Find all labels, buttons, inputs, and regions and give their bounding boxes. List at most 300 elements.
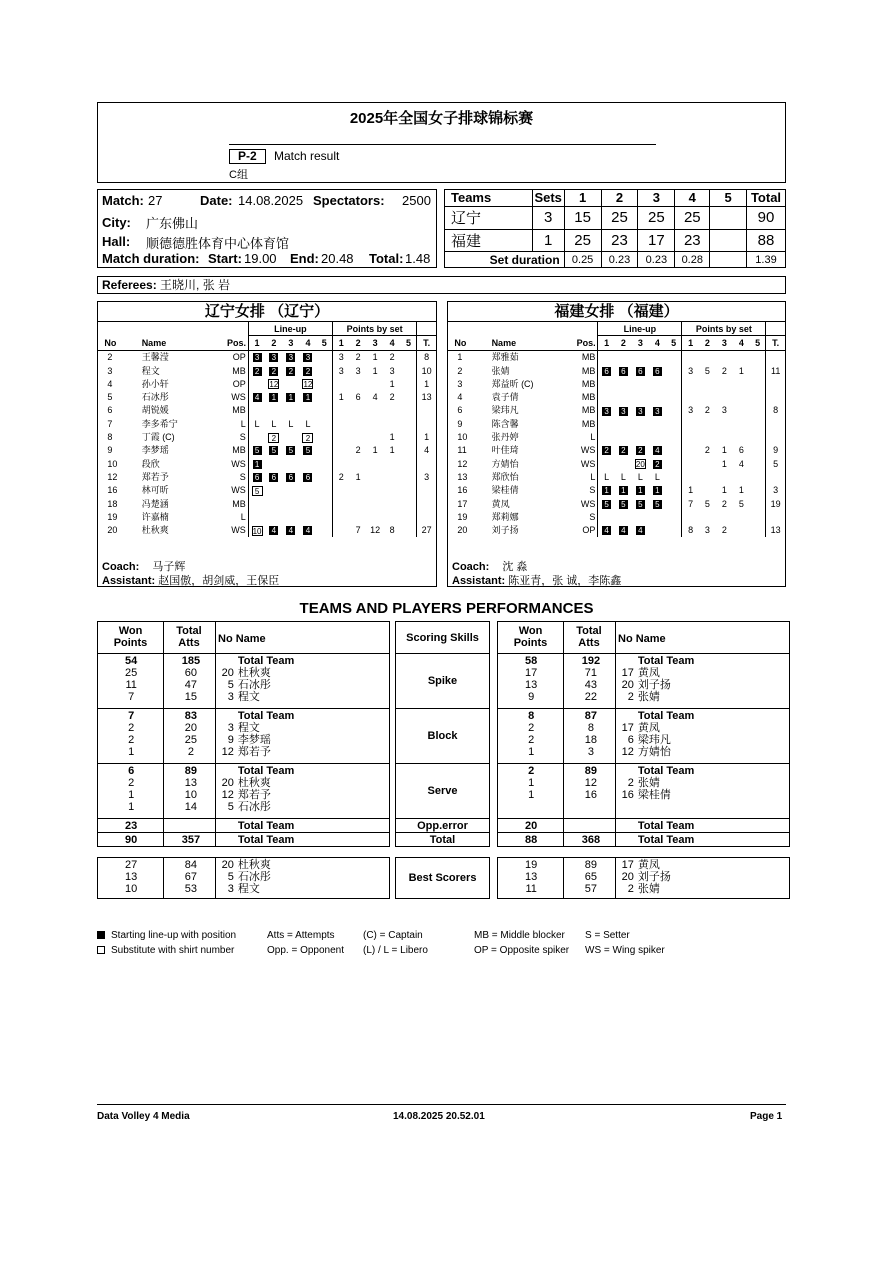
won-points: 1 — [128, 746, 135, 758]
won-points: 88 — [525, 834, 538, 846]
player-row — [448, 404, 785, 417]
lineup-cell — [598, 377, 615, 390]
starting-position-box: 2 — [303, 367, 312, 376]
assistant-label: Assistant: — [102, 575, 156, 587]
lineup-cell — [598, 390, 615, 403]
lineup-cell — [649, 377, 666, 390]
lineup-cell — [649, 350, 666, 364]
set-points — [367, 470, 384, 483]
player-number: 6 — [627, 734, 634, 746]
player-number: 12 — [221, 746, 234, 758]
set-points: 1 — [389, 445, 395, 456]
won-points: 8 — [528, 710, 535, 722]
player-number: 20 — [221, 777, 234, 789]
player-total — [766, 377, 785, 390]
player-number: 3 — [457, 378, 463, 389]
lineup-cell — [666, 497, 682, 510]
player-name: Total Team — [637, 820, 695, 832]
performance-row — [498, 655, 789, 667]
player-position: MB — [581, 352, 596, 363]
set-points — [750, 523, 766, 536]
player-position: S — [589, 485, 596, 496]
set-points — [401, 377, 417, 390]
player-number — [217, 655, 235, 667]
lineup-cell — [316, 390, 332, 403]
player-number: 2 — [627, 883, 634, 895]
lineup-cell — [615, 523, 632, 536]
set-points — [750, 377, 766, 390]
set-points — [750, 484, 766, 497]
lineup-cell — [316, 523, 332, 536]
starting-position-box: 4 — [636, 526, 645, 535]
set-points — [384, 484, 401, 497]
lineup-cell — [632, 470, 649, 483]
legend — [97, 930, 797, 960]
lineup-cell — [248, 523, 265, 536]
performance-row — [498, 834, 789, 846]
starting-position-box: 3 — [636, 407, 645, 416]
player-row — [448, 364, 785, 377]
col-points-set: 5 — [401, 336, 417, 350]
player-position: WS — [231, 485, 246, 496]
player-number — [217, 765, 235, 777]
lineup-cell — [316, 444, 332, 457]
player-row — [448, 350, 785, 364]
won-points: 10 — [125, 883, 138, 895]
lineup-header: Line-up — [598, 322, 682, 336]
starting-position-box: 3 — [269, 353, 278, 362]
player-row — [448, 444, 785, 457]
set-points — [333, 523, 350, 536]
spacer — [104, 322, 248, 336]
total-attempts: 83 — [184, 710, 198, 722]
set-score: 15 — [564, 206, 601, 229]
set-points — [733, 377, 750, 390]
performance-row — [98, 883, 389, 895]
set-points — [367, 510, 384, 523]
set-score: 25 — [675, 206, 710, 229]
lineup-cell — [265, 457, 282, 470]
starting-position-box: 2 — [286, 367, 295, 376]
lineup-cell — [265, 350, 282, 364]
player-name: 刘子扬 — [637, 871, 671, 883]
set-points — [401, 470, 417, 483]
roster-column-header — [448, 336, 785, 350]
report-code: P-2 — [229, 149, 266, 164]
set-points — [401, 364, 417, 377]
empty-square-icon — [97, 946, 105, 954]
player-name: 黄凤 — [637, 859, 660, 871]
player-name: 张婧 — [637, 777, 660, 789]
lineup-cell — [299, 417, 316, 430]
match-info — [97, 189, 437, 268]
skill-label: Spike — [427, 675, 458, 687]
team-score-row — [445, 229, 786, 252]
lineup-cell — [248, 377, 265, 390]
starting-position-box: 3 — [653, 407, 662, 416]
column-divider — [563, 833, 564, 846]
column-divider — [615, 858, 616, 898]
set-duration: 0.23 — [638, 252, 675, 268]
set-points — [750, 417, 766, 430]
starting-position-box: 3 — [303, 353, 312, 362]
column-divider — [215, 654, 216, 708]
report-subtitle: Match result — [274, 149, 340, 163]
set-points — [367, 457, 384, 470]
total-set-duration: 1.39 — [747, 252, 786, 268]
set-points — [699, 390, 716, 403]
won-points: 9 — [528, 691, 535, 703]
set-points — [350, 457, 367, 470]
set-points: 3 — [389, 365, 395, 376]
total-attempts: 185 — [181, 655, 201, 667]
player-number: 10 — [107, 458, 118, 469]
set-points: 8 — [389, 525, 395, 536]
lineup-cell — [248, 457, 265, 470]
col-lineup-set: 5 — [316, 336, 332, 350]
starting-position-box: 1 — [636, 486, 645, 495]
lineup-cell — [299, 364, 316, 377]
col-lineup-set: 2 — [265, 336, 282, 350]
set-points — [350, 484, 367, 497]
lineup-cell — [598, 523, 615, 536]
won-points: 90 — [125, 834, 138, 846]
player-name: 石冰彤 — [141, 392, 169, 403]
won-points: 19 — [525, 859, 538, 871]
hall-value: 顺德德胜体育中心体育馆 — [146, 236, 290, 251]
total-atts-header: Total Atts — [576, 625, 602, 649]
column-divider — [615, 819, 616, 832]
performance-row — [498, 679, 789, 691]
player-number — [617, 710, 635, 722]
lineup-cell — [666, 364, 682, 377]
set-points: 2 — [721, 365, 727, 376]
match-date: 14.08.2025 — [238, 193, 304, 208]
spacer — [766, 322, 785, 336]
lineup-cell — [598, 444, 615, 457]
set-points — [384, 470, 401, 483]
set-points — [750, 364, 766, 377]
set-points — [384, 497, 401, 510]
set-points — [350, 510, 367, 523]
lineup-cell — [666, 523, 682, 536]
set-points: 1 — [372, 365, 378, 376]
match-number: 27 — [148, 193, 163, 208]
col-total: T. — [417, 336, 436, 350]
column-divider — [215, 858, 216, 898]
player-name: 程文 — [237, 722, 260, 734]
performance-row — [98, 710, 389, 722]
player-name: 郑莉娜 — [491, 511, 519, 522]
lineup-cell — [316, 470, 332, 483]
starting-position-box: 1 — [286, 393, 295, 402]
col-lineup-set: 3 — [282, 336, 299, 350]
sets-col-header: 5 — [710, 190, 747, 207]
player-name: 梁玮凡 — [637, 734, 671, 746]
player-name: 石冰彤 — [237, 801, 271, 813]
lineup-cell — [316, 430, 332, 443]
won-points: 2 — [528, 765, 535, 777]
referees-names: 王晓川, 张 岩 — [160, 278, 231, 292]
set-points — [333, 404, 350, 417]
skill-label: Total — [429, 833, 456, 846]
starting-position-box: 3 — [253, 353, 262, 362]
player-position: WS — [580, 498, 596, 509]
player-position: S — [589, 511, 596, 522]
performance-rows — [98, 655, 389, 703]
column-divider — [563, 654, 564, 708]
lineup-cell — [632, 523, 649, 536]
starting-position-box: 4 — [619, 526, 628, 535]
referees-row — [97, 276, 786, 294]
lineup-cell — [666, 430, 682, 443]
set-points — [350, 404, 367, 417]
set-points — [367, 430, 384, 443]
player-number: 4 — [107, 378, 113, 389]
set-duration: 0.23 — [601, 252, 638, 268]
assistant-names: 赵国傲，胡剑威，王保臣 — [158, 575, 280, 587]
filled-square-icon — [97, 931, 105, 939]
lineup-cell — [632, 430, 649, 443]
player-row — [98, 364, 436, 377]
points-header: Points by set — [333, 322, 417, 336]
player-total — [417, 510, 436, 523]
skill-label: Serve — [427, 785, 458, 797]
player-number: 3 — [227, 722, 234, 734]
performance-row — [98, 734, 389, 746]
legend-libero: (L) / L = Libero — [363, 945, 428, 956]
performance-rows — [498, 765, 789, 801]
lineup-cell — [282, 430, 299, 443]
player-row — [98, 350, 436, 364]
substitute-box: 20 — [635, 460, 645, 470]
player-total — [417, 484, 436, 497]
skill-label-box — [395, 857, 490, 899]
player-row — [98, 523, 436, 536]
total-attempts: 89 — [184, 765, 198, 777]
lineup-cell — [282, 404, 299, 417]
set-points — [682, 430, 699, 443]
player-number: 3 — [227, 883, 234, 895]
col-lineup-set: 3 — [632, 336, 649, 350]
lineup-cell — [649, 444, 666, 457]
set-points — [750, 497, 766, 510]
starting-position-box: 2 — [619, 446, 628, 455]
skill-label: Opp.error — [417, 819, 468, 832]
start-label: Start: — [208, 251, 242, 266]
performance-row — [498, 820, 789, 832]
won-points: 1 — [528, 746, 535, 758]
player-number: 2 — [457, 365, 463, 376]
player-position: L — [240, 418, 246, 429]
col-points-set: 1 — [333, 336, 350, 350]
total-duration: 1.48 — [405, 251, 431, 266]
player-name: 梁桂倩 — [637, 789, 671, 801]
lineup-cell — [282, 364, 299, 377]
player-number: 12 — [457, 458, 468, 469]
set-points — [716, 390, 733, 403]
player-name: 刘子扬 — [637, 679, 671, 691]
lineup-cell — [282, 390, 299, 403]
performance-block — [497, 832, 790, 847]
set-points — [401, 457, 417, 470]
legend-opp: Opp. = Opponent — [267, 945, 345, 956]
lineup-cell — [316, 510, 332, 523]
player-name: 郑雅茹 — [491, 352, 519, 363]
set-score: 23 — [601, 229, 638, 252]
set-points — [716, 470, 733, 483]
starting-position-box: 1 — [602, 486, 611, 495]
sets-scoreboard — [444, 189, 786, 268]
referees-label: Referees: — [102, 278, 157, 292]
set-points — [699, 417, 716, 430]
lineup-cell — [598, 364, 615, 377]
lineup-cell — [265, 390, 282, 403]
sets-won: 1 — [532, 229, 564, 252]
player-number: 16 — [107, 485, 118, 496]
set-duration: 0.28 — [675, 252, 710, 268]
lineup-cell — [299, 390, 316, 403]
player-row — [448, 470, 785, 483]
set-points: 1 — [333, 390, 350, 403]
total-attempts: 3 — [587, 746, 594, 758]
lineup-cell — [666, 457, 682, 470]
total-attempts: 2 — [187, 746, 194, 758]
libero-mark: L — [288, 418, 294, 429]
player-number: 4 — [457, 392, 463, 403]
team-name: 辽宁 — [445, 206, 533, 229]
lineup-cell — [598, 430, 615, 443]
won-points: 11 — [125, 679, 137, 691]
lineup-cell — [666, 417, 682, 430]
lineup-cell — [265, 404, 282, 417]
performance-block — [97, 708, 390, 764]
player-name: Total Team — [237, 765, 295, 777]
player-row — [448, 510, 785, 523]
total-attempts: 60 — [184, 667, 198, 679]
player-position: L — [240, 511, 246, 522]
set-points — [733, 523, 750, 536]
player-position: S — [239, 471, 246, 482]
player-number: 3 — [107, 365, 113, 376]
won-points: 2 — [128, 734, 135, 746]
performance-block — [497, 708, 790, 764]
performance-row — [498, 871, 789, 883]
lineup-cell — [615, 390, 632, 403]
lineup-cell — [282, 484, 299, 497]
total-attempts: 22 — [584, 691, 598, 703]
set-points — [716, 430, 733, 443]
player-row — [98, 404, 436, 417]
player-total — [417, 417, 436, 430]
set-points — [733, 350, 750, 364]
set-points — [384, 510, 401, 523]
player-total — [766, 510, 785, 523]
player-row — [98, 484, 436, 497]
coach-label: Coach: — [102, 561, 140, 573]
player-name: 刘子扬 — [491, 525, 519, 536]
player-position: MB — [232, 498, 246, 509]
set-points: 7 — [682, 497, 699, 510]
player-position: WS — [231, 392, 246, 403]
player-total: 4 — [417, 444, 436, 457]
performance-block — [97, 832, 390, 847]
set-points — [401, 390, 417, 403]
coach-name: 沈 淼 — [502, 561, 528, 573]
player-name: 许嘉楠 — [141, 511, 169, 522]
player-name: 丁霞 (C) — [141, 432, 175, 443]
player-number: 20 — [221, 859, 234, 871]
player-number: 19 — [107, 511, 118, 522]
skill-label-box — [395, 708, 490, 764]
roster-group-header — [448, 322, 785, 336]
set-duration — [710, 252, 747, 268]
set-score: 17 — [638, 229, 675, 252]
player-total: 13 — [766, 523, 785, 536]
player-number: 11 — [457, 445, 467, 456]
starting-position-box: 5 — [303, 446, 312, 455]
starting-position-box: 4 — [253, 393, 262, 402]
player-number: 16 — [457, 485, 468, 496]
won-points: 25 — [125, 667, 138, 679]
lineup-cell — [299, 404, 316, 417]
substitute-box: 2 — [302, 433, 313, 443]
sets-col-header: 4 — [675, 190, 710, 207]
lineup-cell — [666, 404, 682, 417]
city-value: 广东佛山 — [146, 216, 199, 231]
player-name: 胡锐媛 — [141, 405, 169, 416]
lineup-cell — [299, 350, 316, 364]
set-points: 7 — [355, 525, 361, 536]
set-points: 2 — [389, 392, 395, 403]
col-points-set: 5 — [750, 336, 766, 350]
substitute-box: 10 — [252, 526, 262, 536]
assistant-label: Assistant: — [452, 575, 506, 587]
skill-label-box — [395, 832, 490, 847]
lineup-cell — [265, 377, 282, 390]
starting-position-box: 1 — [653, 486, 662, 495]
lineup-cell — [666, 484, 682, 497]
lineup-cell — [265, 417, 282, 430]
set-points: 1 — [389, 432, 395, 443]
set-points — [401, 510, 417, 523]
libero-mark: L — [637, 471, 643, 482]
starting-position-box: 4 — [269, 526, 278, 535]
sets-col-header: Teams — [445, 190, 533, 207]
sets-header-row — [445, 190, 786, 207]
hall-label: Hall: — [102, 234, 131, 249]
lineup-cell — [248, 430, 265, 443]
total-attempts: 12 — [584, 777, 598, 789]
starting-position-box: 6 — [303, 473, 312, 482]
set-points — [682, 470, 699, 483]
lineup-cell — [299, 444, 316, 457]
set-points — [367, 377, 384, 390]
footer-timestamp: 14.08.2025 20.52.01 — [393, 1111, 485, 1122]
lineup-header: Line-up — [248, 322, 332, 336]
set-points — [750, 430, 766, 443]
lineup-cell — [598, 350, 615, 364]
performance-rows — [498, 859, 789, 895]
starting-position-box: 2 — [602, 446, 611, 455]
performance-title: TEAMS AND PLAYERS PERFORMANCES — [299, 600, 594, 617]
player-name: 杜秋爽 — [237, 777, 271, 789]
player-total — [417, 497, 436, 510]
column-divider — [563, 764, 564, 818]
lineup-cell — [632, 364, 649, 377]
col-lineup-set: 2 — [615, 336, 632, 350]
total-attempts: 25 — [184, 734, 198, 746]
